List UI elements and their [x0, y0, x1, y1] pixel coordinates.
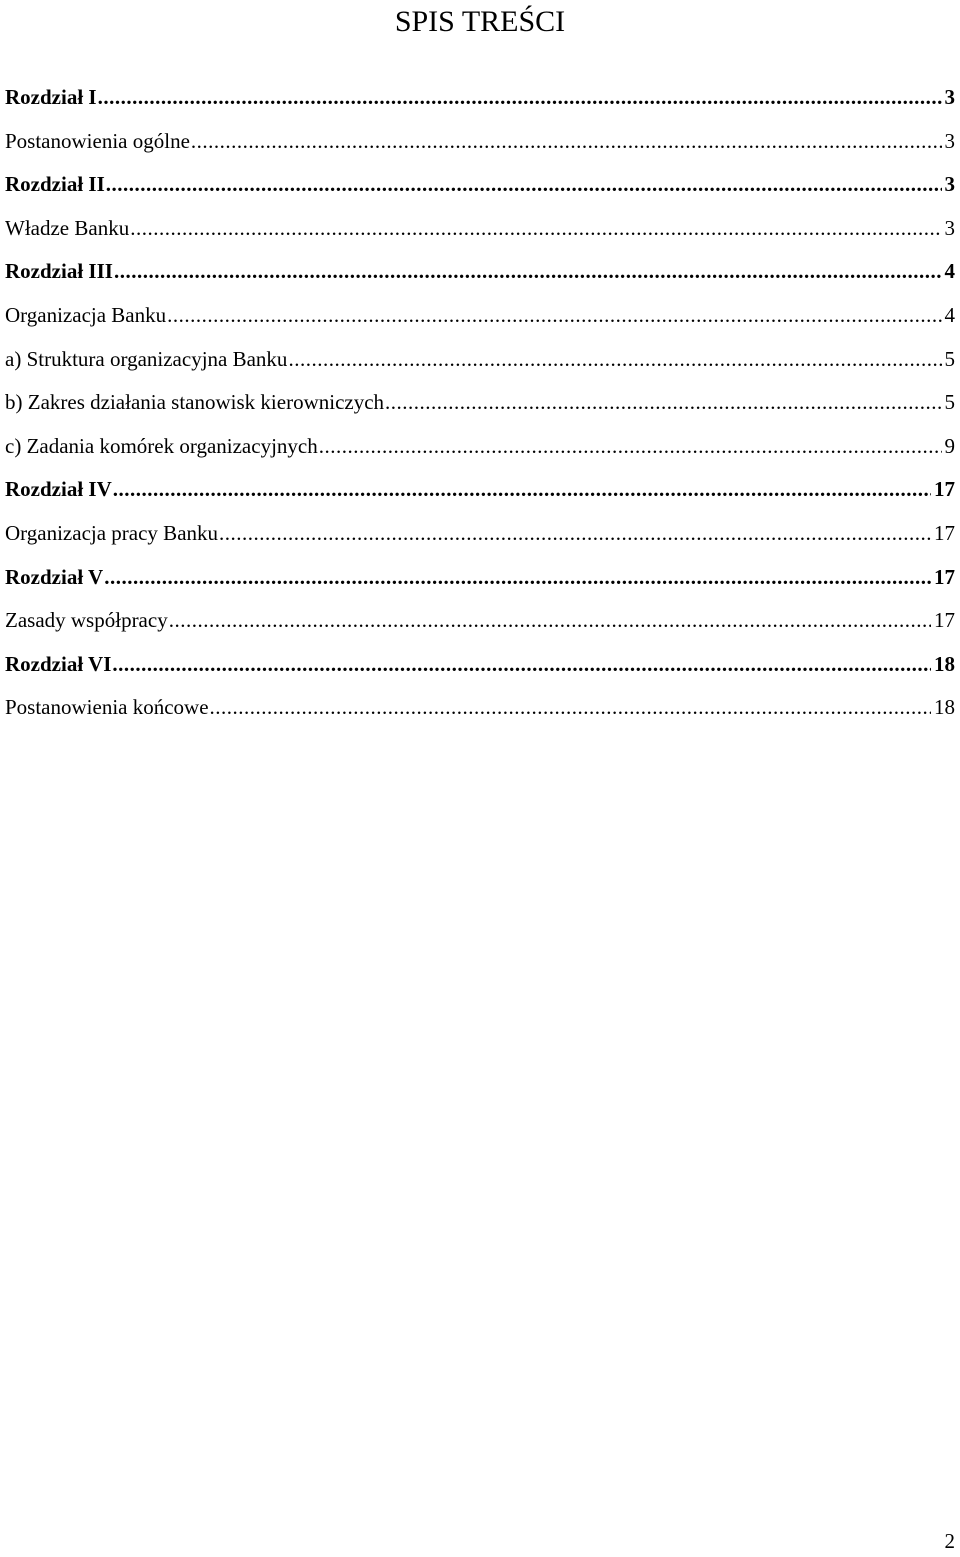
toc-entry-page: 3 [944, 172, 955, 197]
toc-entry[interactable] [5, 599, 955, 643]
toc-leader-dots [113, 468, 931, 512]
toc-entry-page: 4 [944, 259, 955, 284]
toc-entry[interactable] [5, 643, 955, 687]
toc-entry-page: 5 [944, 346, 955, 371]
toc-entry[interactable] [5, 338, 955, 382]
toc-entry[interactable] [5, 163, 955, 207]
toc-entry-label: Władze Banku [5, 215, 130, 240]
toc-leader-dots [98, 76, 942, 120]
toc-entry[interactable] [5, 425, 955, 469]
toc-entry[interactable] [5, 207, 955, 251]
toc-entry-label: Rozdział II [5, 172, 105, 197]
toc-leader-dots [288, 338, 941, 382]
toc-entry-page: 9 [944, 433, 955, 458]
toc-leader-dots [130, 207, 941, 251]
toc-entry-label: Postanowienia ogólne [5, 128, 190, 153]
toc-entry[interactable] [5, 556, 955, 600]
toc-entry-label: c) Zadania komórek organizacyjnych [5, 433, 318, 458]
toc-entry[interactable] [5, 76, 955, 120]
toc-entry[interactable] [5, 381, 955, 425]
toc-leader-dots [167, 294, 941, 338]
toc-entry-label: Organizacja Banku [5, 302, 167, 327]
toc-leader-dots [191, 120, 942, 164]
table-of-contents [5, 76, 955, 730]
toc-entry[interactable] [5, 468, 955, 512]
toc-entry[interactable] [5, 686, 955, 730]
toc-entry-label: Postanowienia końcowe [5, 695, 209, 720]
toc-entry[interactable] [5, 294, 955, 338]
toc-entry-page: 17 [934, 477, 955, 502]
toc-entry-page: 3 [944, 128, 955, 153]
toc-entry[interactable] [5, 250, 955, 294]
toc-entry[interactable] [5, 512, 955, 556]
toc-entry-label: a) Struktura organizacyjna Banku [5, 346, 288, 371]
toc-leader-dots [112, 643, 931, 687]
page-title: SPIS TREŚCI [394, 5, 566, 38]
toc-entry-page: 17 [934, 520, 955, 545]
page-number: 2 [944, 1529, 955, 1553]
toc-entry-page: 3 [944, 85, 955, 109]
toc-leader-dots [104, 556, 931, 600]
toc-entry-page: 17 [934, 608, 955, 633]
toc-entry-page: 18 [934, 651, 955, 676]
toc-entry-label: Rozdział I [5, 85, 97, 109]
toc-entry-label: Organizacja pracy Banku [5, 520, 219, 545]
toc-entry-page: 17 [934, 564, 955, 589]
toc-leader-dots [319, 425, 942, 469]
toc-entry-label: Rozdział VI [5, 651, 112, 676]
toc-entry-label: Zasady współpracy [5, 608, 168, 633]
toc-entry-page: 18 [934, 695, 955, 720]
toc-entry-label: Rozdział IV [5, 477, 112, 502]
toc-entry-label: Rozdział III [5, 259, 113, 284]
toc-entry-page: 3 [944, 215, 955, 240]
toc-entry[interactable] [5, 120, 955, 164]
toc-leader-dots [219, 512, 931, 556]
toc-entry-page: 4 [944, 302, 955, 327]
toc-entry-label: b) Zakres działania stanowisk kierowniczych [5, 390, 385, 415]
toc-entry-page: 5 [944, 390, 955, 415]
toc-leader-dots [385, 381, 941, 425]
toc-entry-label: Rozdział V [5, 564, 104, 589]
toc-leader-dots [106, 163, 942, 207]
toc-leader-dots [114, 250, 942, 294]
toc-leader-dots [169, 599, 931, 643]
toc-leader-dots [210, 686, 931, 730]
